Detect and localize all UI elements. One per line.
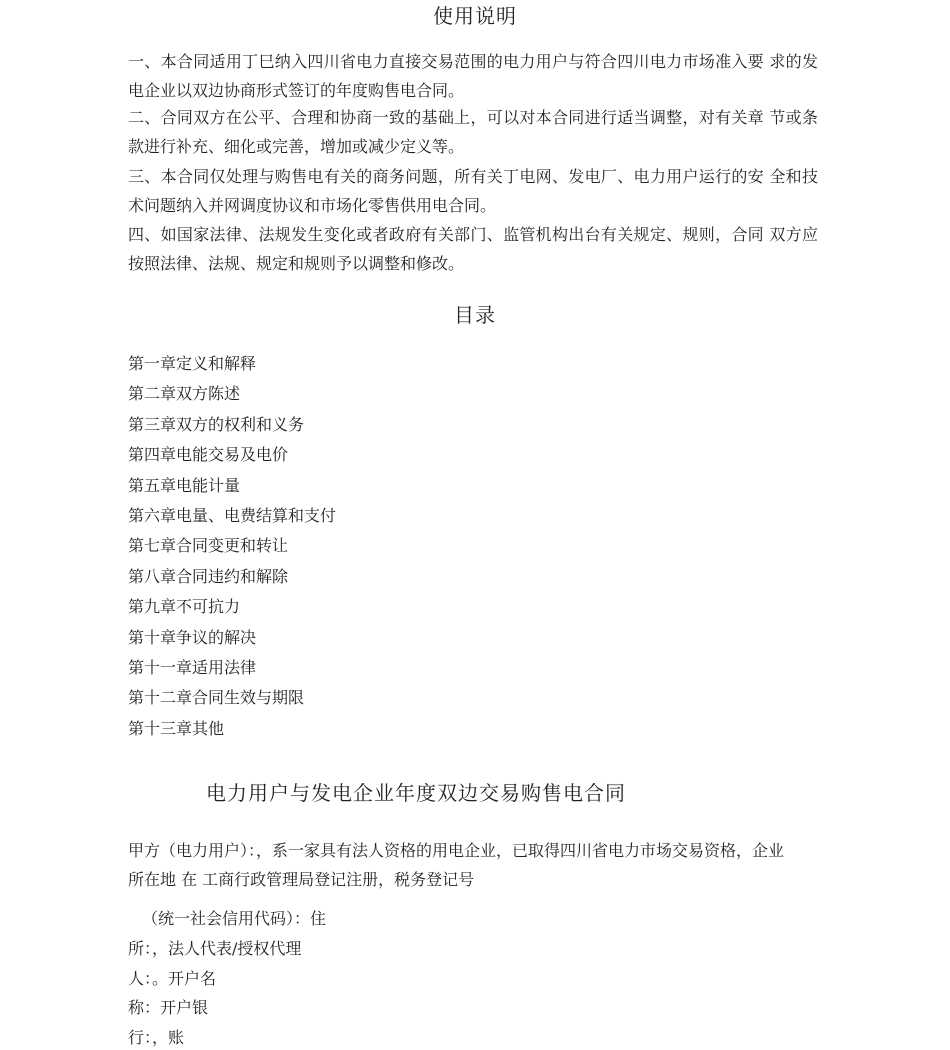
party-a-line-3: 人：。开户名: [128, 969, 217, 988]
usage-paragraph-1: 一、本合同适用丁巳纳入四川省电力直接交易范围的电力用户与符合四川电力市场准入要 求的发电企业以双边协商形式签订的年度购售电合同。: [128, 52, 818, 100]
toc-item-5: 第五章电能计量: [128, 475, 241, 495]
toc-item-1: 第一章定义和解释: [128, 354, 257, 373]
contract-title: 电力用户与发电企业年度双边交易购售电合同: [206, 781, 626, 805]
party-a-line-4: 称：开户银: [128, 998, 209, 1017]
table-of-contents: [128, 349, 336, 744]
usage-paragraph-2: 二、合同双方在公平、合理和协商一致的基础上，可以对本合同进行适当调整，对有关章 节或条款进行补充、细化或完善，增加或减少定义等。: [128, 108, 818, 156]
toc-item-6: 第六章电量、电费结算和支付: [128, 505, 337, 525]
toc-item-13: 第十三章其他: [128, 718, 225, 738]
toc-item-9: 第九章不可抗力: [128, 597, 241, 617]
usage-title: 使用说明: [433, 4, 517, 28]
toc-item-8: 第八章合同违约和解除: [128, 566, 289, 586]
usage-paragraph-3: 三、本合同仅处理与购售电有关的商务问题，所有关丁电网、发电厂、电力用户运行的安 全和技术问题纳入并网调度协议和市场化零售供用电合同。: [128, 167, 818, 215]
party-a-line-2: 所：，法人代表/授权代理: [128, 939, 302, 958]
toc-item-2: 第二章双方陈述: [128, 384, 241, 404]
toc-title: 目录: [454, 303, 496, 327]
toc-item-7: 第七章合同变更和转让: [128, 536, 289, 556]
toc-item-12: 第十二章合同生效与期限: [128, 688, 305, 708]
toc-item-10: 第十章争议的解决: [128, 627, 257, 647]
party-a-line-5: 行：，账: [128, 1028, 185, 1047]
usage-paragraph-4: 四、如国家法律、法规发生变化或者政府有关部门、监管机构出台有关规定、规则，合同 双方应按照法律、法规、规定和规则予以调整和修改。: [128, 225, 818, 273]
party-a-line-1: （统一社会信用代码）：住: [142, 909, 327, 928]
toc-item-4: 第四章电能交易及电价: [128, 445, 289, 465]
party-a-intro: 甲方（电力用户）：，系一家具有法人资格的用电企业，已取得四川省电力市场交易资格，企业所在地 在 工商行政管理局登记注册，税务登记号: [128, 841, 785, 889]
toc-item-11: 第十一章适用法律: [128, 657, 257, 677]
toc-item-3: 第三章双方的权利和义务: [128, 414, 305, 434]
